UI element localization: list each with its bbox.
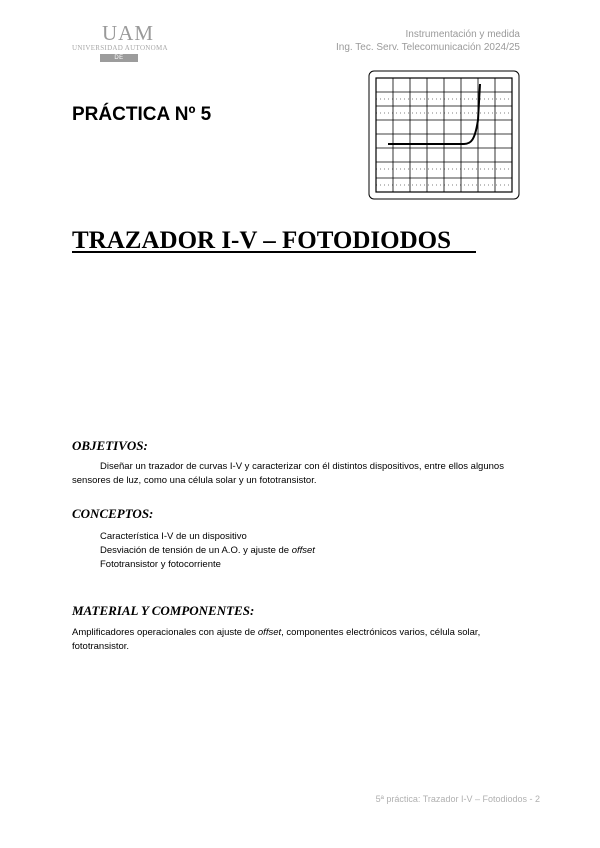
- material-heading: MATERIAL Y COMPONENTES:: [72, 603, 255, 618]
- concept-italic: offset: [291, 545, 315, 556]
- course-name: Instrumentación y medida: [405, 29, 520, 40]
- material-text-start: Amplificadores operacionales con ajuste de: [72, 627, 258, 638]
- university-logo: [72, 21, 168, 69]
- concept-text: Característica I-V de un dispositivo: [100, 531, 247, 542]
- concept-text: Fototransistor y fotocorriente: [100, 559, 221, 570]
- list-item: [100, 558, 315, 572]
- objetivos-heading: OBJETIVOS:: [72, 438, 148, 453]
- conceptos-list: [100, 530, 315, 572]
- material-text-end: , componentes electrónicos varios, célula solar, fototransistor.: [72, 627, 481, 652]
- page-footer: 5ª práctica: Trazador I-V – Fotodiodos - 2: [375, 794, 540, 804]
- logo-subtitle: UNIVERSIDAD AUTONOMA: [72, 44, 168, 52]
- conceptos-heading: CONCEPTOS:: [72, 506, 154, 521]
- document-title: TRAZADOR I-V – FOTODIODOS: [72, 227, 476, 254]
- material-text: [72, 626, 532, 654]
- page-header: [336, 28, 520, 54]
- material-text-italic: offset: [257, 627, 282, 638]
- concept-text: Desviación de tensión de un A.O. y ajuste de: [100, 545, 292, 556]
- degree-name: Ing. Tec. Serv. Telecomunicación 2024/25: [335, 42, 520, 53]
- practice-label: PRÁCTICA Nº 5: [72, 104, 212, 125]
- logo-mark: UAM: [102, 21, 155, 45]
- oscilloscope-iv-curve-icon: [368, 70, 520, 200]
- list-item: [100, 544, 315, 558]
- logo-badge: DE MADRID: [100, 54, 138, 62]
- list-item: [100, 530, 315, 544]
- objetivos-text: Diseñar un trazador de curvas I-V y caracterizar con él distintos dispositivos, entre ellos algunos sensores de luz, como una célula solar y un fototransistor.: [72, 461, 504, 486]
